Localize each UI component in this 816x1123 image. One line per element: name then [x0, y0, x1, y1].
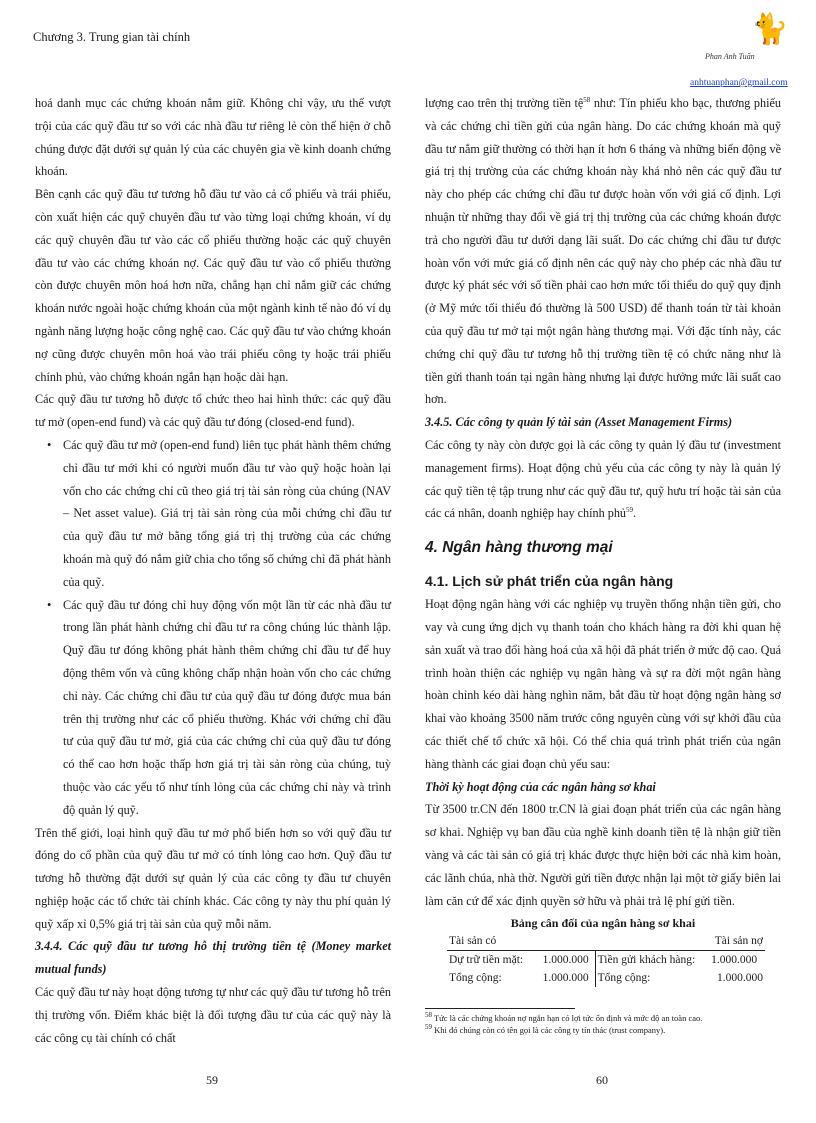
table-cell: 1.000.000	[717, 972, 763, 985]
footnote-58	[425, 1012, 785, 1024]
right-page-column	[425, 92, 781, 987]
author-logo	[705, 13, 789, 78]
table-cell: Tổng cộng:	[449, 972, 502, 985]
bullet-item-closed-end	[35, 594, 391, 822]
paragraph: hoá danh mục các chứng khoán nắm giữ. Không chỉ vậy, ưu thế vượt trội của các quỹ đầu tư so với các nhà đầu tư riêng lẻ còn thể hiện ở chỗ chúng được đặt dưới sự quản lý của các chuyên gia về kinh doanh chứng khoán.	[35, 96, 391, 179]
table-title: Bảng cân đối của ngân hàng sơ khai	[510, 916, 696, 931]
author-email-link[interactable]: anhtuanphan@gmail.com	[690, 78, 788, 88]
footnote-59	[425, 1024, 785, 1036]
subheading-early-banks: Thời kỳ hoạt động của các ngân hàng sơ khai	[425, 779, 656, 794]
footnote-number: 58	[425, 1011, 432, 1020]
footnote-text: Khi đó chúng còn có tên gọi là các công ty tín thác (trust company).	[432, 1025, 666, 1035]
paragraph	[425, 92, 781, 411]
page-number-left: 59	[206, 1073, 218, 1087]
paragraph: Các quỹ đầu tư này hoạt động tương tự như các quỹ đầu tư tương hỗ trên thị trường vốn. Điểm khác biệt là đối tượng đầu tư của các quỹ này là các công cụ tài chính có chất	[35, 985, 391, 1045]
page-number-right: 60	[596, 1073, 608, 1087]
paragraph: Hoạt động ngân hàng với các nghiệp vụ truyền thống nhận tiền gửi, cho vay và cung ứng dịch vụ thanh toán cho khách hàng ra đời khi quan hệ sản xuất và trao đổi hàng hoá của xã hội đã phát triển ở mức độ cao. Quá trình hoàn thiện các nghiệp vụ ngân hàng và sự ra đời một ngân hàng hoàn chỉnh kéo dài hàng nghìn năm, bắt đầu từ hoạt động ngân hàng sơ khai vào khoảng 3500 năm trước công nguyên cùng với sự khởi đầu của các thiết chế tổ chức xã hội. Có thể chia quá trình phát triển của ngân hàng thành các giai đoạn chủ yếu sau:	[425, 597, 781, 771]
cat-logo-icon: 🐈	[751, 13, 789, 46]
footnote-number: 59	[425, 1023, 432, 1032]
table-cell: Tiền gửi khách hàng:	[595, 951, 709, 970]
bullet-icon: •	[47, 437, 52, 452]
balance-sheet-table	[447, 932, 765, 987]
footnote-ref-58[interactable]: 58	[583, 95, 591, 104]
bullet-text: Các quỹ đầu tư mở (open-end fund) liên tục phát hành thêm chứng chỉ đầu tư mới khi có người muốn đầu tư vào quỹ hoặc hoàn lại vốn cho các chứng chỉ cũ theo giá trị tài sản ròng của chúng (NAV – Net asset value). Giá trị tài sản ròng của mỗi chứng chỉ đầu tư của quỹ đầu tư mở bằng tổng giá trị thị trường của các chứng khoán mà quỹ đó nắm giữ chia cho tổng số chứng chỉ đã phát hành của quỹ.	[63, 437, 391, 589]
section-heading-4-1: 4.1. Lịch sử phát triển của ngân hàng	[425, 573, 674, 590]
footnote-divider	[425, 1008, 575, 1009]
table-header-row	[447, 932, 765, 951]
section-heading-3-4-4: 3.4.4. Các quỹ đầu tư tương hỗ thị trường tiền tệ (Money market mutual funds)	[35, 939, 391, 977]
table-cell: Tổng cộng:	[595, 969, 709, 987]
paragraph	[425, 434, 781, 525]
footnote-text: Tức là các chứng khoán nợ ngắn hạn có lợi tức ổn định và mức độ an toàn cao.	[432, 1013, 703, 1023]
paragraph-text: .	[633, 506, 637, 521]
table-row	[447, 951, 765, 970]
paragraph-text: Các công ty này còn được gọi là các công ty quản lý đầu tư (investment management firms). Hoạt động chủ yếu của các công ty này là quản lý các quỹ tiền tệ tập trung như các quỹ đầu tư, quỹ hưu trí hoặc tài sản của các cá nhân, doanh nghiệp hay chính phủ	[425, 437, 781, 521]
paragraph-text: lượng cao trên thị trường tiền tệ	[425, 96, 584, 110]
table-row	[447, 969, 765, 987]
left-page-column	[35, 92, 391, 1049]
chapter-header: Chương 3. Trung gian tài chính	[33, 30, 191, 44]
paragraph: Các quỹ đầu tư tương hỗ được tổ chức theo hai hình thức: các quỹ đầu tư mở (open-end fund) và các quỹ đầu tư đóng (closed-end fund).	[35, 392, 391, 430]
paragraph: Bên cạnh các quỹ đầu tư tương hỗ đầu tư vào cả cổ phiếu và trái phiếu, còn xuất hiện các quỹ chuyên đầu tư vào từng loại chứng khoán, ví dụ các quỹ chuyên đầu tư vào các cổ phiếu thường hoặc các quỹ chuyên đầu tư vào các chứng khoán nợ. Các quỹ đầu tư vào cổ phiếu thường còn được chuyên môn hoá hơn nữa, chẳng hạn chỉ nắm giữ các chứng khoán nước ngoài hoặc chứng khoán của một ngành kinh tế nào đó ví dụ ngành năng lượng hoặc công nghệ cao. Các quỹ đầu tư vào chứng khoán nợ cũng được chuyên môn hoá vào trái phiếu công ty hoặc trái phiếu chính phủ, vào chứng khoán ngắn hạn hoặc dài hạn.	[35, 187, 391, 384]
bullet-item-open-end	[35, 434, 391, 594]
paragraph-text: như: Tín phiếu kho bạc, thương phiếu và các chứng chỉ tiền gửi của ngân hàng. Do các chứng khoán mà quỹ đầu tư nắm giữ thường có thời hạn ít hơn 6 tháng và những biến động về giá trị thị trường của các chứng khoán này khá nhỏ nên các quỹ đầu tư này cho phép các chứng chỉ đầu tư được hoàn vốn với giá cố định. Lợi nhuận từ những thay đổi về giá trị thị trường của các chứng khoán được trả cho người đầu tư dưới dạng lãi suất. Do các chứng chỉ đầu tư được hoàn vốn với mức giá cố định nên các quỹ này cho phép các nhà đầu tư được ký phát séc với số tiền phải cao hơn mức tối thiểu do quỹ quy định (ở Mỹ mức tối thiểu đó thường là 500 USD) để thanh toán từ tài khoản của quỹ đầu tư mở tại một ngân hàng thương mại. Với đặc tính này, các chứng chỉ quỹ đầu tư tương hỗ thị trường tiền tệ có chức năng như là tiền gửi thanh toán tại ngân hàng nhưng lại được hưởng mức lãi suất cao hơn.	[425, 96, 782, 407]
bullet-icon: •	[47, 597, 52, 612]
footnote-ref-59[interactable]: 59	[626, 506, 634, 515]
bullet-text: Các quỹ đầu tư đóng chỉ huy động vốn một lần từ các nhà đầu tư trong lần phát hành chứng chỉ đầu tư ra công chúng lúc thành lập. Quỹ đầu tư đóng không phát hành thêm chứng chỉ đầu tư để huy động thêm vốn và cũng không chấp nhận hoàn vốn cho các chứng chỉ này. Các chứng chỉ đầu tư của quỹ đầu tư đóng được mua bán trên thị trường như các cổ phiếu thường. Khác với chứng chỉ đầu tư của quỹ đầu tư mở, giá của các chứng chỉ của quỹ đầu tư đóng có thể cao hơn hoặc thấp hơn giá trị tài sản ròng của chúng, tuỳ thuộc vào các yếu tố như tính lỏng của các chứng chỉ này và trình độ quản lý quỹ.	[63, 597, 391, 817]
table-cell: Dự trữ tiền mặt:	[449, 954, 524, 967]
table-cell: 1.000.000	[542, 972, 589, 985]
table-cell: 1.000.000	[711, 954, 758, 967]
section-heading-3-4-5: 3.4.5. Các công ty quản lý tài sản (Asset Management Firms)	[425, 415, 733, 430]
paragraph: Trên thế giới, loại hình quỹ đầu tư mở phổ biến hơn so với quỹ đầu tư đóng do cổ phần của quỹ đầu tư mở có tính lỏng cao hơn. Quỹ đầu tư tương hỗ thường đặt dưới sự quản lý của các công ty đầu tư chuyên nghiệp hoặc các tổ chức tài chính khác. Các công ty này thu phí quản lý quỹ xấp xỉ 0,5% giá trị tài sản của quỹ mỗi năm.	[35, 825, 391, 931]
author-signature: Phan Anh Tuấn	[705, 52, 755, 61]
assets-header: Tài sản có	[447, 932, 595, 951]
paragraph: Từ 3500 tr.CN đến 1800 tr.CN là giai đoạn phát triển của các ngân hàng sơ khai. Nghiệp vụ ban đầu của nghề kinh doanh tiền tệ là nhận giữ tiền vàng và các tài sản có giá trị khác được thực hiện bởi các nhà kim hoàn, các lãnh chúa, nhà thờ. Người gửi tiền được nhận lại một tờ giấy biên lai làm căn cứ để xác định quyền sở hữu và phải trả lệ phí gửi tiền.	[425, 802, 781, 908]
section-heading-4: 4. Ngân hàng thương mại	[425, 539, 613, 557]
liabilities-header: Tài sản nợ	[595, 932, 765, 951]
table-cell: 1.000.000	[542, 954, 589, 967]
